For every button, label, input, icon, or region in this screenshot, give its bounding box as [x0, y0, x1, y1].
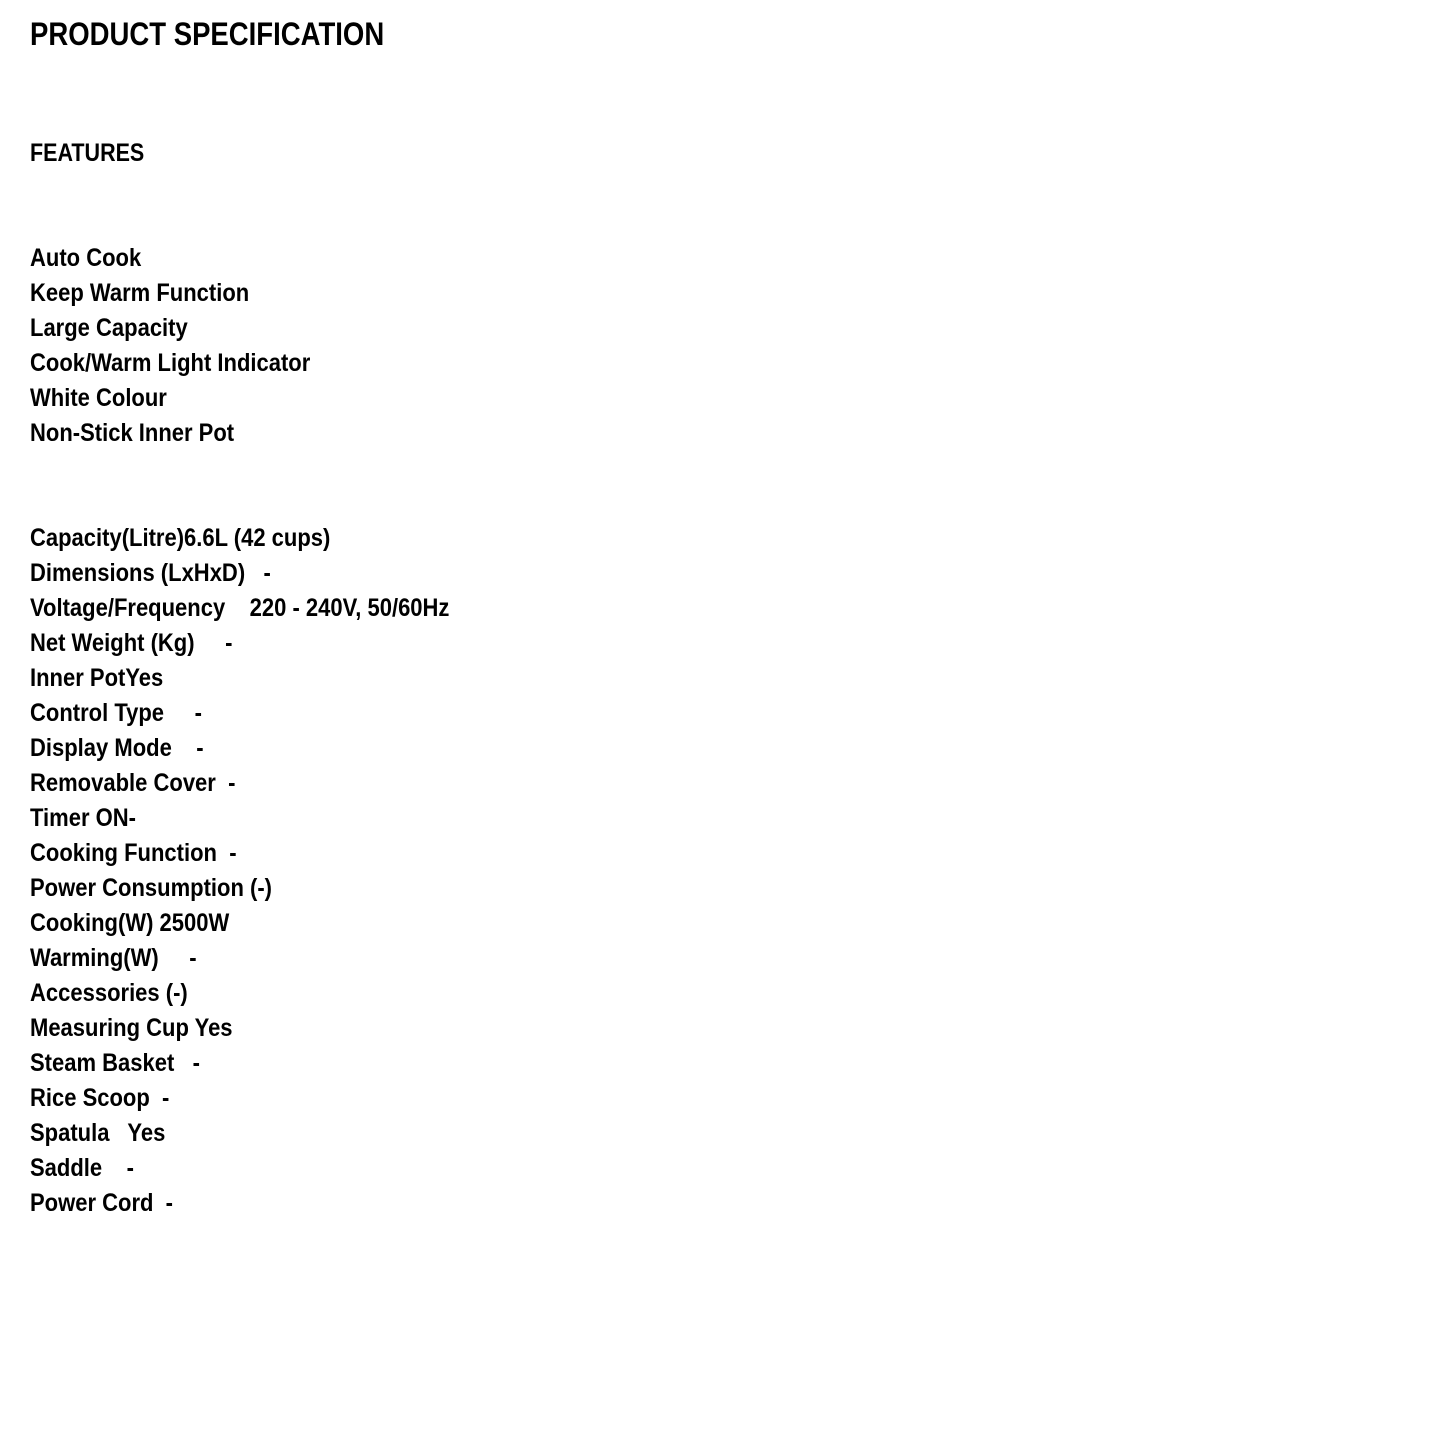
spec-item: Warming(W) -	[30, 944, 197, 972]
spec-item: Display Mode -	[30, 734, 204, 762]
spec-item: Measuring Cup Yes	[30, 1014, 233, 1042]
spec-item: Saddle -	[30, 1154, 134, 1182]
spec-item: Cooking(W) 2500W	[30, 909, 230, 937]
spec-item: Rice Scoop -	[30, 1084, 170, 1112]
spec-item: Dimensions (LxHxD) -	[30, 559, 271, 587]
spec-item: Removable Cover -	[30, 769, 236, 797]
feature-item: Cook/Warm Light Indicator	[30, 349, 311, 377]
feature-item: Large Capacity	[30, 314, 188, 342]
spec-item: Steam Basket -	[30, 1049, 200, 1077]
spec-item: Cooking Function -	[30, 839, 237, 867]
features-list	[30, 243, 349, 453]
spec-item: Spatula Yes	[30, 1119, 166, 1147]
spec-item: Timer ON-	[30, 804, 136, 832]
spec-item: Inner PotYes	[30, 664, 164, 692]
spec-item: Accessories (-)	[30, 979, 188, 1007]
feature-item: Auto Cook	[30, 244, 142, 272]
features-heading: FEATURES	[30, 139, 145, 167]
spec-item: Control Type -	[30, 699, 202, 727]
specifications-list	[30, 523, 507, 1223]
spec-item: Capacity(Litre)6.6L (42 cups)	[30, 524, 331, 552]
spec-item: Voltage/Frequency 220 - 240V, 50/60Hz	[30, 594, 450, 622]
spec-item: Power Consumption (-)	[30, 874, 272, 902]
feature-item: White Colour	[30, 384, 167, 412]
feature-item: Non-Stick Inner Pot	[30, 419, 235, 447]
document-title: PRODUCT SPECIFICATION	[30, 16, 385, 52]
spec-item: Power Cord -	[30, 1189, 174, 1217]
spec-item: Net Weight (Kg) -	[30, 629, 233, 657]
feature-item: Keep Warm Function	[30, 279, 250, 307]
